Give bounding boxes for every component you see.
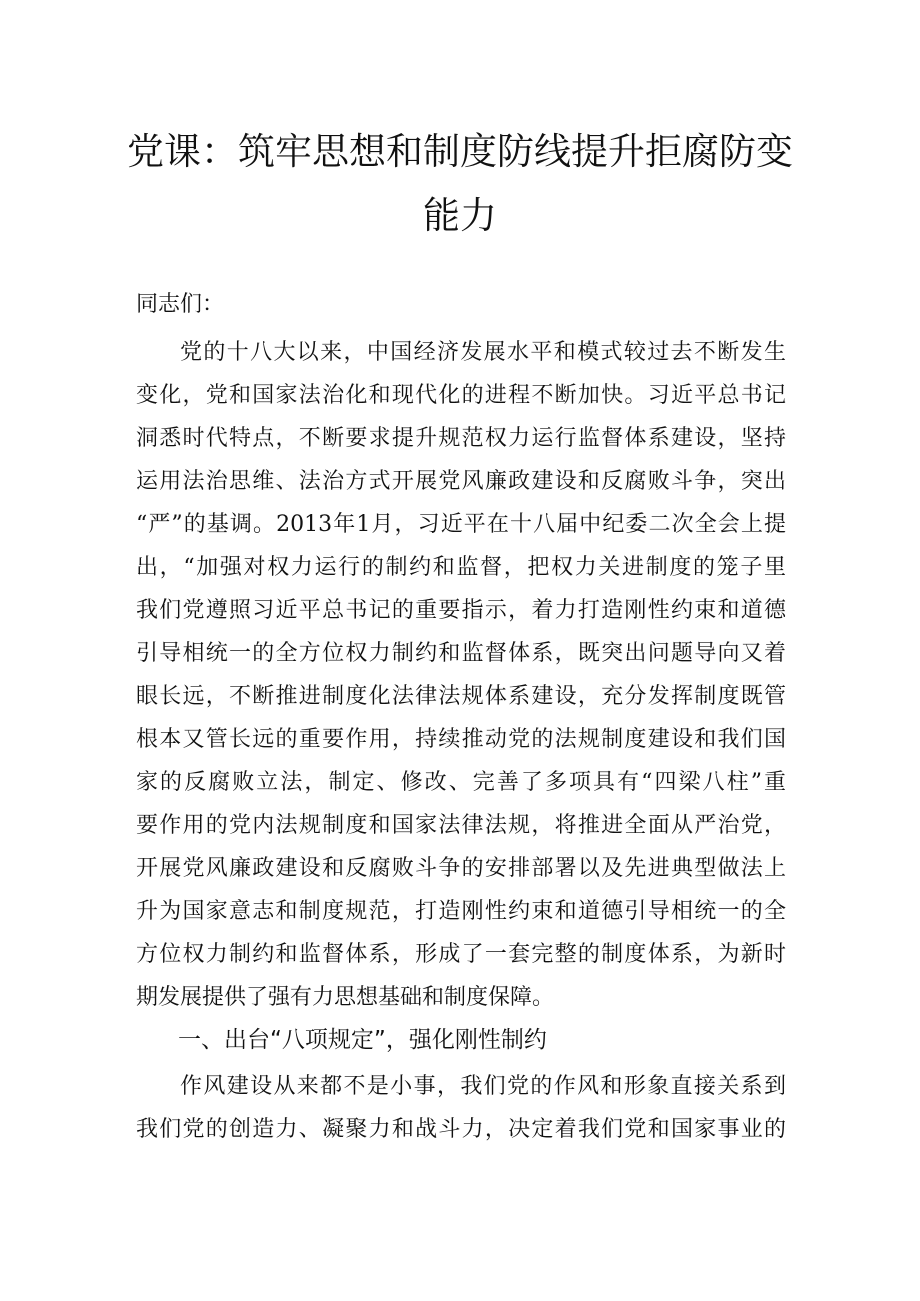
- paragraph-1-line: 运用法治思维、法治方式开展党风廉政建设和反腐败斗争，突出: [136, 469, 786, 494]
- paragraph-1-line: 开展党风廉政建设和反腐败斗争的安排部署以及先进典型做法上: [136, 856, 786, 881]
- paragraph-1-line: “严”的基调。2013年1月，习近平在十八届中纪委二次全会上提: [136, 512, 786, 537]
- paragraph-2-line: 我们党的创造力、凝聚力和战斗力，决定着我们党和国家事业的: [136, 1117, 786, 1142]
- paragraph-1-line: 洞悉时代特点，不断要求提升规范权力运行监督体系建设，坚持: [136, 426, 786, 451]
- paragraph-1-line: 变化，党和国家法治化和现代化的进程不断加快。习近平总书记: [136, 383, 786, 408]
- paragraph-1-line: 家的反腐败立法，制定、修改、完善了多项具有“四梁八柱”重: [136, 770, 786, 795]
- document-title-line-2: 能力: [423, 194, 497, 237]
- paragraph-1-line: 方位权力制约和监督体系，形成了一套完整的制度体系，为新时: [136, 942, 786, 967]
- paragraph-1-line: 党的十八大以来，中国经济发展水平和模式较过去不断发生: [180, 340, 786, 365]
- section-1-heading: 一、出台“八项规定”，强化刚性制约: [178, 1027, 547, 1053]
- paragraph-1-line: 引导相统一的全方位权力制约和监督体系，既突出问题导向又着: [136, 641, 786, 666]
- document-title-line-1: 党课：筑牢思想和制度防线提升拒腐防变: [127, 130, 793, 173]
- paragraph-1-line: 出，“加强对权力运行的制约和监督，把权力关进制度的笼子里: [136, 555, 786, 580]
- paragraph-1-line: 根本又管长远的重要作用，持续推动党的法规制度建设和我们国: [136, 727, 786, 752]
- paragraph-2-line: 作风建设从来都不是小事，我们党的作风和形象直接关系到: [180, 1074, 786, 1099]
- paragraph-1-line: 期发展提供了强有力思想基础和制度保障。: [136, 985, 555, 1010]
- paragraph-1-line: 要作用的党内法规制度和国家法律法规，将推进全面从严治党，: [136, 813, 786, 838]
- paragraph-1-line: 升为国家意志和制度规范，打造刚性约束和道德引导相统一的全: [136, 899, 786, 924]
- salutation: 同志们：: [136, 292, 225, 317]
- paragraph-1-line: 我们党遵照习近平总书记的重要指示，着力打造刚性约束和道德: [136, 598, 786, 623]
- paragraph-1-line: 眼长远，不断推进制度化法律法规体系建设，充分发挥制度既管: [136, 684, 786, 709]
